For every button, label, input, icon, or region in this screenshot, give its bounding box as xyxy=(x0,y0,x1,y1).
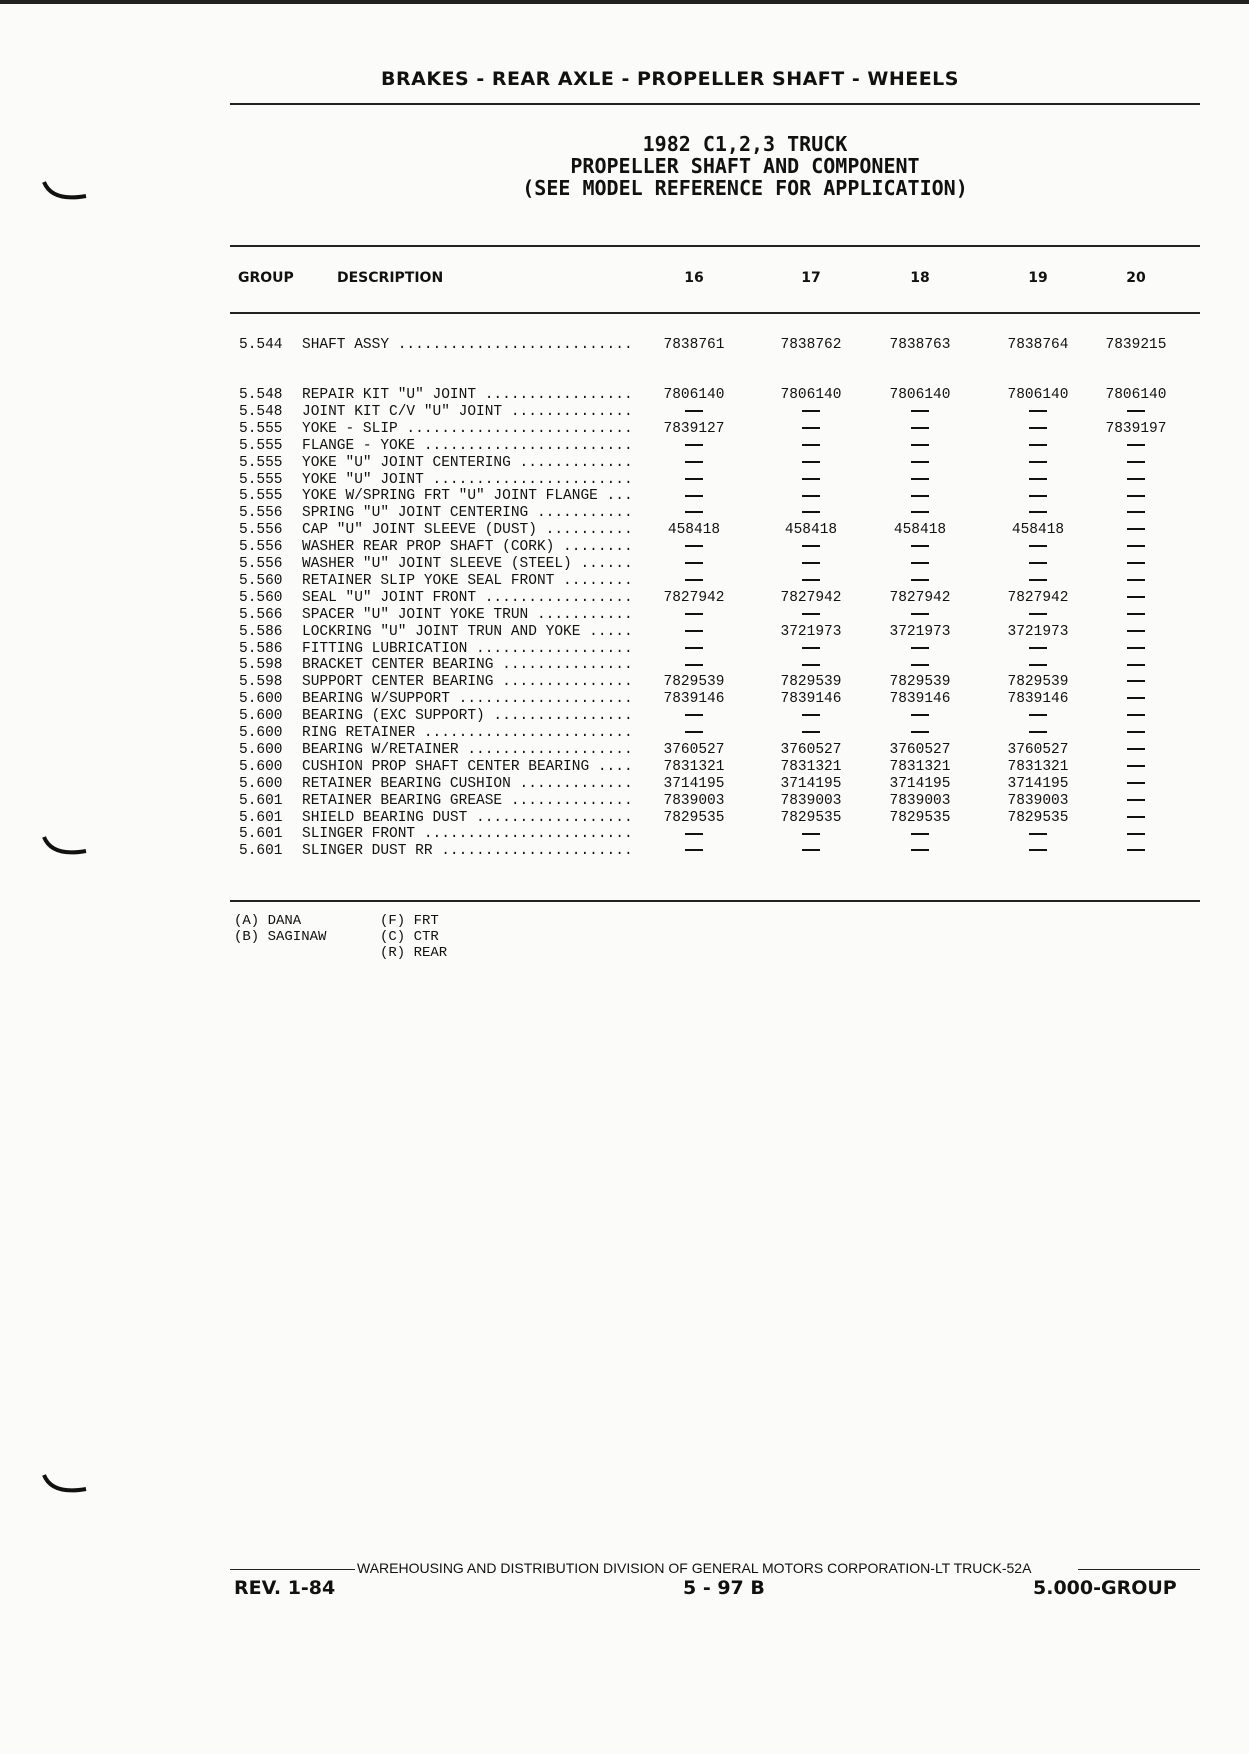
group-code: 5.556 xyxy=(239,522,283,539)
part-number: 7839003 xyxy=(663,792,725,809)
part-description: SUPPORT CENTER BEARING ..... xyxy=(302,674,634,690)
part-description: SHAFT ASSY ..... xyxy=(302,337,634,353)
not-applicable-dash xyxy=(872,725,968,741)
not-applicable-dash xyxy=(872,826,968,842)
not-applicable-dash xyxy=(1088,641,1184,657)
group-code: 5.601 xyxy=(239,826,283,843)
part-number: 3721973 xyxy=(780,623,842,640)
not-applicable-dash xyxy=(990,826,1086,842)
title-line-reference: (SEE MODEL REFERENCE FOR APPLICATION) xyxy=(522,176,968,200)
part-number: 7839003 xyxy=(889,792,951,809)
group-code: 5.555 xyxy=(239,437,283,454)
group-code: 5.600 xyxy=(239,775,283,792)
not-applicable-dash xyxy=(990,607,1086,623)
not-applicable-dash xyxy=(1088,624,1184,640)
not-applicable-dash xyxy=(872,573,968,589)
legend-item: (B) SAGINAW xyxy=(234,929,327,945)
not-applicable-dash xyxy=(646,505,742,521)
part-number: 7838763 xyxy=(889,337,951,353)
part-number: 3760527 xyxy=(1007,741,1069,758)
not-applicable-dash xyxy=(763,404,859,420)
part-number: 7838764 xyxy=(1007,337,1069,353)
footer-page-number: 5 - 97 B xyxy=(683,1577,765,1599)
part-description: SLINGER FRONT ..... xyxy=(302,826,634,842)
group-code: 5.600 xyxy=(239,758,283,775)
not-applicable-dash xyxy=(1088,488,1184,504)
part-number: 3714195 xyxy=(889,775,951,792)
legend-suppliers xyxy=(234,913,326,945)
part-description: SLINGER DUST RR ..... xyxy=(302,843,634,859)
footer-group: 5.000-GROUP xyxy=(1033,1577,1177,1599)
header-col-16: 16 xyxy=(684,270,704,286)
not-applicable-dash xyxy=(646,539,742,555)
not-applicable-dash xyxy=(872,472,968,488)
part-description: REPAIR KIT "U" JOINT ..... xyxy=(302,387,634,403)
header-rule xyxy=(230,103,1200,105)
header-group: GROUP xyxy=(238,270,294,286)
part-description: BEARING W/SUPPORT ..... xyxy=(302,691,634,707)
not-applicable-dash xyxy=(990,539,1086,555)
part-number: 7829539 xyxy=(1007,674,1069,691)
not-applicable-dash xyxy=(763,438,859,454)
part-number: 7838762 xyxy=(780,337,842,353)
group-code: 5.555 xyxy=(239,454,283,471)
not-applicable-dash xyxy=(1088,522,1184,538)
not-applicable-dash xyxy=(872,607,968,623)
not-applicable-dash xyxy=(763,488,859,504)
group-code: 5.601 xyxy=(239,792,283,809)
footer-division: WAREHOUSING AND DISTRIBUTION DIVISION OF GENERAL MOTORS CORPORATION-LT TRUCK-52A xyxy=(357,1560,1032,1576)
not-applicable-dash xyxy=(872,488,968,504)
not-applicable-dash xyxy=(1088,691,1184,707)
part-description: RING RETAINER ..... xyxy=(302,725,634,741)
not-applicable-dash xyxy=(1088,455,1184,471)
header-col-19: 19 xyxy=(1028,270,1048,286)
part-number: 3714195 xyxy=(663,775,725,792)
part-number: 7839146 xyxy=(1007,691,1069,708)
not-applicable-dash xyxy=(872,404,968,420)
part-description: YOKE - SLIP ..... xyxy=(302,421,634,437)
not-applicable-dash xyxy=(1088,742,1184,758)
group-code: 5.548 xyxy=(239,387,283,403)
not-applicable-dash xyxy=(763,472,859,488)
part-number: 7839146 xyxy=(889,691,951,708)
part-number: 7827942 xyxy=(1007,589,1069,606)
part-description: YOKE "U" JOINT ..... xyxy=(302,472,634,488)
not-applicable-dash xyxy=(763,657,859,673)
part-number: 7806140 xyxy=(1007,387,1069,403)
part-number: 3721973 xyxy=(1007,623,1069,640)
not-applicable-dash xyxy=(1088,708,1184,724)
not-applicable-dash xyxy=(990,556,1086,572)
not-applicable-dash xyxy=(646,641,742,657)
header-col-20: 20 xyxy=(1126,270,1146,286)
not-applicable-dash xyxy=(1088,657,1184,673)
legend-positions xyxy=(380,913,447,961)
legend-item: (A) DANA xyxy=(234,913,302,929)
not-applicable-dash xyxy=(763,505,859,521)
part-number: 7829539 xyxy=(889,674,951,691)
part-number: 7829535 xyxy=(1007,809,1069,826)
not-applicable-dash xyxy=(1088,759,1184,775)
part-number: 7827942 xyxy=(780,589,842,606)
not-applicable-dash xyxy=(763,725,859,741)
footer-division-line xyxy=(230,1560,1200,1578)
not-applicable-dash xyxy=(1088,472,1184,488)
not-applicable-dash xyxy=(1088,539,1184,555)
group-code: 5.598 xyxy=(239,674,283,691)
group-code: 5.566 xyxy=(239,606,283,623)
not-applicable-dash xyxy=(1088,438,1184,454)
part-number: 7829539 xyxy=(663,674,725,691)
not-applicable-dash xyxy=(872,843,968,859)
part-number: 3760527 xyxy=(780,741,842,758)
not-applicable-dash xyxy=(1088,404,1184,420)
part-number: 7806140 xyxy=(663,387,725,403)
group-code: 5.600 xyxy=(239,741,283,758)
not-applicable-dash xyxy=(990,573,1086,589)
not-applicable-dash xyxy=(990,404,1086,420)
not-applicable-dash xyxy=(872,657,968,673)
not-applicable-dash xyxy=(1088,556,1184,572)
part-description: BEARING W/RETAINER ..... xyxy=(302,742,634,758)
group-code: 5.586 xyxy=(239,640,283,657)
binder-hole-mark xyxy=(42,1473,90,1499)
part-number: 7839003 xyxy=(1007,792,1069,809)
not-applicable-dash xyxy=(1088,674,1184,690)
group-code: 5.544 xyxy=(239,337,283,353)
not-applicable-dash xyxy=(872,455,968,471)
not-applicable-dash xyxy=(646,455,742,471)
group-code: 5.556 xyxy=(239,556,283,572)
group-code: 5.600 xyxy=(239,725,283,741)
binder-hole-mark xyxy=(42,180,90,206)
part-number: 7806140 xyxy=(889,387,951,403)
part-number: 3721973 xyxy=(889,623,951,640)
title-line-component: PROPELLER SHAFT AND COMPONENT xyxy=(570,154,920,178)
not-applicable-dash xyxy=(1088,573,1184,589)
part-description: WASHER REAR PROP SHAFT (CORK) ..... xyxy=(302,539,634,555)
part-number: 7827942 xyxy=(889,589,951,606)
not-applicable-dash xyxy=(646,404,742,420)
header-col-17: 17 xyxy=(801,270,821,286)
part-description: YOKE "U" JOINT CENTERING ..... xyxy=(302,455,634,471)
part-number: 7839146 xyxy=(780,691,842,708)
not-applicable-dash xyxy=(763,641,859,657)
part-description: CUSHION PROP SHAFT CENTER BEARING ..... xyxy=(302,759,634,775)
not-applicable-dash xyxy=(763,843,859,859)
not-applicable-dash xyxy=(1088,793,1184,809)
part-description: LOCKRING "U" JOINT TRUN AND YOKE ..... xyxy=(302,624,634,640)
header-description: DESCRIPTION xyxy=(337,270,444,286)
group-code: 5.600 xyxy=(239,708,283,725)
not-applicable-dash xyxy=(1088,810,1184,826)
part-description: YOKE W/SPRING FRT "U" JOINT FLANGE ..... xyxy=(302,488,634,504)
group-code: 5.548 xyxy=(239,403,283,420)
not-applicable-dash xyxy=(1088,505,1184,521)
part-number: 7829535 xyxy=(889,809,951,826)
not-applicable-dash xyxy=(990,421,1086,437)
group-code: 5.555 xyxy=(239,488,283,505)
part-description: RETAINER SLIP YOKE SEAL FRONT ..... xyxy=(302,573,634,589)
part-description: FLANGE - YOKE ..... xyxy=(302,438,634,454)
not-applicable-dash xyxy=(990,725,1086,741)
not-applicable-dash xyxy=(1088,776,1184,792)
part-number: 7831321 xyxy=(663,758,725,775)
legend-item: (F) FRT xyxy=(380,913,439,929)
section-title: BRAKES - REAR AXLE - PROPELLER SHAFT - WHEELS xyxy=(381,68,959,90)
part-description: RETAINER BEARING CUSHION ..... xyxy=(302,776,634,792)
part-number: 3714195 xyxy=(1007,775,1069,792)
part-description: BRACKET CENTER BEARING ..... xyxy=(302,657,634,673)
legend-item: (C) CTR xyxy=(380,929,439,945)
not-applicable-dash xyxy=(1088,607,1184,623)
not-applicable-dash xyxy=(990,843,1086,859)
binder-hole-mark xyxy=(42,835,90,861)
part-number: 7806140 xyxy=(780,387,842,403)
header-col-18: 18 xyxy=(910,270,930,286)
title-line-model: 1982 C1,2,3 TRUCK xyxy=(642,132,848,156)
not-applicable-dash xyxy=(1088,826,1184,842)
legend-item: (R) REAR xyxy=(380,945,448,961)
not-applicable-dash xyxy=(1088,843,1184,859)
not-applicable-dash xyxy=(763,708,859,724)
not-applicable-dash xyxy=(872,708,968,724)
part-description: SHIELD BEARING DUST ..... xyxy=(302,810,634,826)
not-applicable-dash xyxy=(763,539,859,555)
part-number: 7831321 xyxy=(780,758,842,775)
part-number: 7829535 xyxy=(780,809,842,826)
not-applicable-dash xyxy=(1088,725,1184,741)
not-applicable-dash xyxy=(990,641,1086,657)
part-number: 7829535 xyxy=(663,809,725,826)
part-number: 7831321 xyxy=(889,758,951,775)
not-applicable-dash xyxy=(646,708,742,724)
group-code: 5.555 xyxy=(239,471,283,488)
not-applicable-dash xyxy=(646,488,742,504)
part-number: 7839215 xyxy=(1105,337,1167,353)
part-number: 7827942 xyxy=(663,589,725,606)
not-applicable-dash xyxy=(763,826,859,842)
part-number: 7806140 xyxy=(1105,387,1167,403)
group-code: 5.560 xyxy=(239,572,283,589)
not-applicable-dash xyxy=(990,472,1086,488)
part-description: CAP "U" JOINT SLEEVE (DUST) ..... xyxy=(302,522,634,538)
group-code: 5.556 xyxy=(239,539,283,556)
part-description: FITTING LUBRICATION ..... xyxy=(302,641,634,657)
not-applicable-dash xyxy=(872,556,968,572)
not-applicable-dash xyxy=(1088,590,1184,606)
group-code: 5.600 xyxy=(239,691,283,708)
not-applicable-dash xyxy=(872,438,968,454)
part-number: 7839146 xyxy=(663,691,725,708)
group-code: 5.556 xyxy=(239,505,283,522)
scan-top-edge xyxy=(0,0,1249,4)
part-number: 458418 xyxy=(1011,522,1065,539)
not-applicable-dash xyxy=(763,607,859,623)
not-applicable-dash xyxy=(646,657,742,673)
part-number: 7839127 xyxy=(663,420,725,437)
not-applicable-dash xyxy=(990,488,1086,504)
not-applicable-dash xyxy=(763,455,859,471)
group-code: 5.555 xyxy=(239,420,283,437)
not-applicable-dash xyxy=(872,421,968,437)
not-applicable-dash xyxy=(872,539,968,555)
part-number: 7829539 xyxy=(780,674,842,691)
part-number: 7838761 xyxy=(663,337,725,353)
part-description: WASHER "U" JOINT SLEEVE (STEEL) ..... xyxy=(302,556,634,572)
not-applicable-dash xyxy=(646,573,742,589)
not-applicable-dash xyxy=(763,421,859,437)
group-code: 5.560 xyxy=(239,589,283,606)
not-applicable-dash xyxy=(646,438,742,454)
group-code: 5.601 xyxy=(239,809,283,826)
not-applicable-dash xyxy=(990,657,1086,673)
part-description: SEAL "U" JOINT FRONT ..... xyxy=(302,590,634,606)
not-applicable-dash xyxy=(763,573,859,589)
part-number: 7839197 xyxy=(1105,420,1167,437)
not-applicable-dash xyxy=(990,505,1086,521)
part-number: 7839003 xyxy=(780,792,842,809)
not-applicable-dash xyxy=(872,505,968,521)
footer-revision: REV. 1-84 xyxy=(234,1577,336,1599)
not-applicable-dash xyxy=(990,708,1086,724)
not-applicable-dash xyxy=(990,438,1086,454)
part-description: BEARING (EXC SUPPORT) ..... xyxy=(302,708,634,724)
part-number: 3760527 xyxy=(889,741,951,758)
part-number: 7831321 xyxy=(1007,758,1069,775)
group-code: 5.598 xyxy=(239,657,283,674)
part-description: RETAINER BEARING GREASE ..... xyxy=(302,793,634,809)
not-applicable-dash xyxy=(646,624,742,640)
part-description: JOINT KIT C/V "U" JOINT ..... xyxy=(302,404,634,420)
part-number: 458418 xyxy=(893,522,947,539)
not-applicable-dash xyxy=(646,556,742,572)
part-number: 3760527 xyxy=(663,741,725,758)
table-top-rule xyxy=(230,245,1200,247)
part-number: 3714195 xyxy=(780,775,842,792)
part-number: 458418 xyxy=(667,522,721,539)
not-applicable-dash xyxy=(646,472,742,488)
table-bottom-rule xyxy=(230,900,1200,902)
catalog-title xyxy=(400,133,1090,199)
not-applicable-dash xyxy=(646,607,742,623)
not-applicable-dash xyxy=(872,641,968,657)
part-description: SPRING "U" JOINT CENTERING ..... xyxy=(302,505,634,521)
header-bottom-rule xyxy=(230,312,1200,314)
group-code: 5.586 xyxy=(239,623,283,640)
part-description: SPACER "U" JOINT YOKE TRUN ..... xyxy=(302,607,634,623)
not-applicable-dash xyxy=(763,556,859,572)
not-applicable-dash xyxy=(990,455,1086,471)
group-code: 5.601 xyxy=(239,843,283,860)
not-applicable-dash xyxy=(646,826,742,842)
not-applicable-dash xyxy=(646,725,742,741)
part-number: 458418 xyxy=(784,522,838,539)
not-applicable-dash xyxy=(646,843,742,859)
